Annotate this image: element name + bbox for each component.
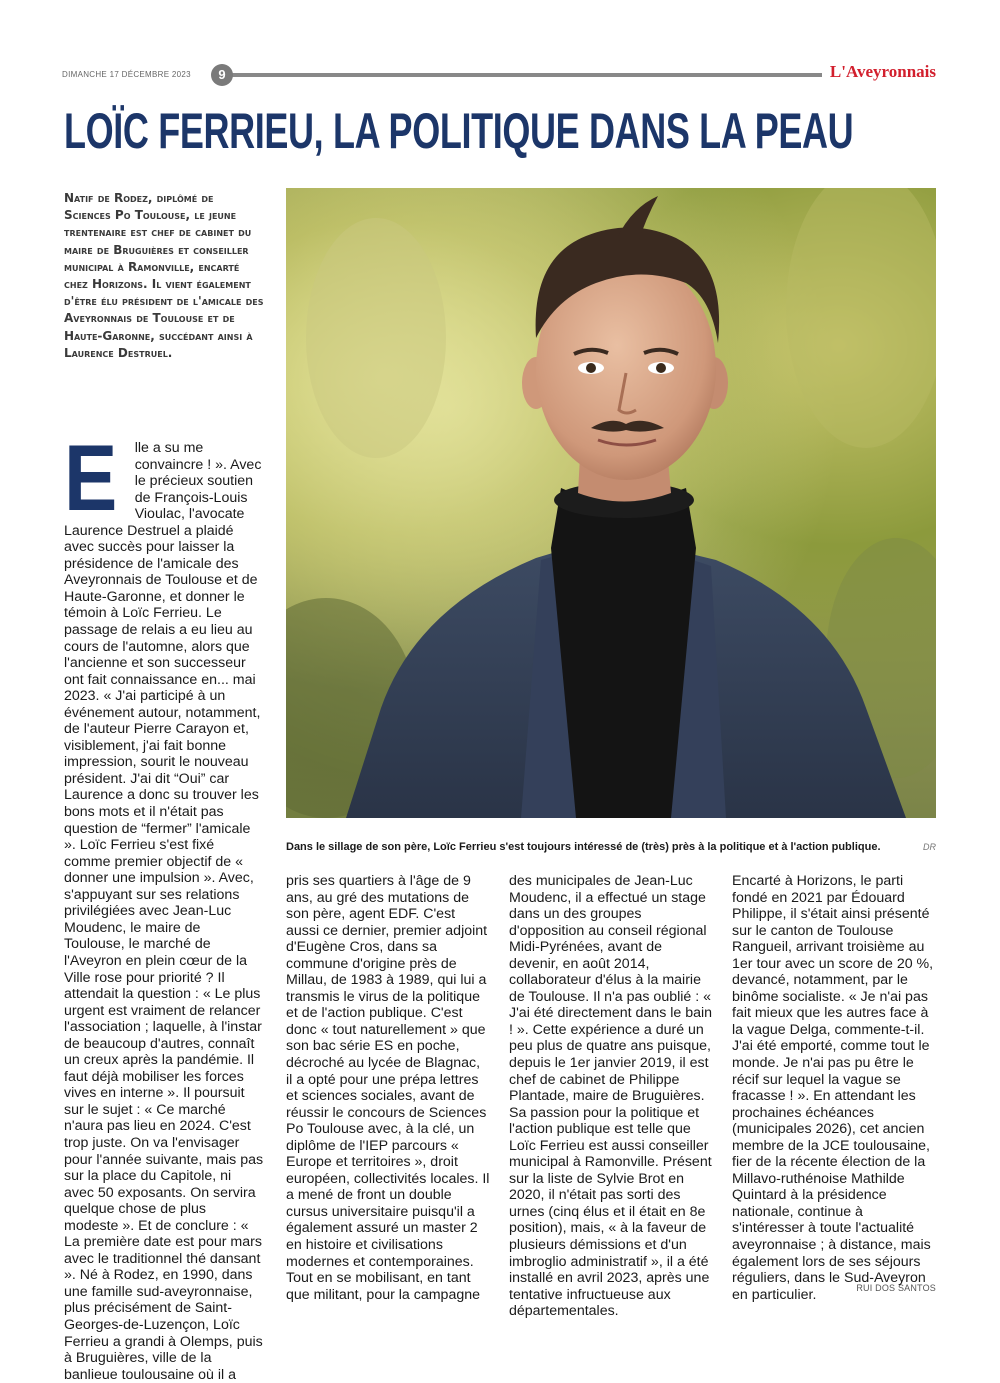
article-column-4 xyxy=(732,873,936,1303)
page-number: 9 xyxy=(211,64,233,86)
edition-date: DIMANCHE 17 DÉCEMBRE 2023 xyxy=(62,70,191,79)
photo-caption xyxy=(286,840,936,854)
header-rule xyxy=(232,73,822,77)
column-text: Encarté à Horizons, le parti fondé en 2021 par Édouard Philippe, il s'était ainsi présenté sur le canton de Toulouse Rangueil, arrivant troisième au 1er tour avec un score de 20 %, devancé, notamment, par le binôme socialiste. « Je n'ai pas fait mieux que les autres face à la vague Delga, commente-t-il. J'ai été emporté, comme tout le monde. Je n'ai pas pu être le récif sur lequel la vague se fracasse ! ». En attendant les prochaines échéances (municipales 2026), cet ancien membre de la JCE toulousaine, fier de la récente élection de la Millavo-ruthénoise Mathilde Quintard à la présidence nationale, continue à s'intéresser à toute l'actualité aveyronnaise ; à distance, mais également lors de ses séjours réguliers, dans le Sud-Aveyron en particulier. xyxy=(732,873,934,1303)
article-column-2 xyxy=(286,873,490,1303)
article-column-1 xyxy=(64,425,264,1383)
article-lead: Natif de Rodez, diplômé de Sciences Po Toulouse, le jeune trentenaire est chef de cabinet du maire de Bruguières et conseiller municipal à Ramonville, encarté chez Horizons. Il vient également d'être élu président de l'amicale des Aveyronnais de Toulouse et de Haute-Garonne, succédant ainsi à Laurence Destruel. xyxy=(64,191,264,360)
portrait-illustration xyxy=(286,188,936,818)
article-title: LOÏC FERRIEU, LA POLITIQUE DANS LA PEAU xyxy=(64,103,854,159)
author-signature: RUI DOS SANTOS xyxy=(856,1283,936,1293)
photo-caption-text: Dans le sillage de son père, Loïc Ferrieu s'est toujours intéressé de (très) près à la politique et à l'action publique. xyxy=(286,841,881,853)
column-text: lle a su me convaincre ! ». Avec le précieux soutien de François-Louis Vioulac, l'avocate Laurence Destruel a plaidé avec succès pour laisser la présidence de l'amicale des Aveyronnais de Toulouse et de Haute-Garonne, et donner le témoin à Loïc Ferrieu. Le passage de relais a eu lieu au cours de l'automne, alors que l'ancienne et son successeur ont fait connaissance en... mai 2023. « J'ai participé à un événement autour, notamment, de l'auteur Pierre Carayon et, visiblement, j'ai fait bonne impression, sourit le nouveau président. J'ai dit “Oui” car Laurence a donc su trouver les bons mots et il n'était pas question de “fermer” l'amicale ». Loïc Ferrieu s'est fixé comme premier objectif de « donner une impulsion ». Avec, s'appuyant sur ses relations privilégiées avec Jean-Luc Moudenc, le maire de Toulouse, le marché de l'Aveyron en plein cœur de la Ville rose pour priorité ? Il attendait la question : « Le plus urgent est vraiment de relancer l'association ; laquelle, à l'instar de beaucoup d'autres, connaît un creux après la pandémie. Il faut déjà mobiliser les forces vives en interne ». Il poursuit sur le sujet : « Ce marché n'aura pas lieu en 2024. C'est trop juste. On va l'envisager pour l'année suivante, mais pas sur la place du Capitole, ni avec 50 exposants. On servira quelque chose de plus modeste ». Et de conclure : « La première date est pour mars avec le traditionnel thé dansant ». Né à Rodez, en 1990, dans une famille sud-aveyronnaise, plus précisément de Saint-Georges-de-Luzençon, Loïc Ferrieu a grandi à Olemps, puis à Bruguières, ville de la banlieue toulousaine où il a xyxy=(64,440,264,1383)
newspaper-logo: L'Aveyronnais xyxy=(829,62,936,81)
article-column-3 xyxy=(509,873,713,1320)
photo-credit: DR xyxy=(923,842,936,852)
column-text: pris ses quartiers à l'âge de 9 ans, au gré des mutations de son père, agent EDF. C'est aussi ce dernier, premier adjoint d'Eugène Cros, dans sa commune d'origine près de Millau, de 1983 à 1989, qui lui a transmis le virus de la politique et de l'action publique. C'est donc « tout naturellement » que son bac série ES en poche, décroché au lycée de Blagnac, il a opté pour une prépa lettres et sciences sociales, avant de réussir le concours de Sciences Po Toulouse avec, à la clé, un diplôme de l'IEP parcours « Europe et territoires », droit européen, collectivités locales. Il a mené de front un double cursus universitaire puisqu'il a également assuré un master 2 en histoire et civilisations modernes et contemporaines. Tout en se mobilisant, en tant que militant, pour la campagne xyxy=(286,873,490,1303)
portrait-photo xyxy=(286,188,936,818)
column-text: des municipales de Jean-Luc Moudenc, il a effectué un stage dans un des groupes d'opposition au conseil régional Midi-Pyrénées, avant de devenir, en août 2014, collaborateur d'élus à la mairie de Toulouse. Il n'a pas oublié : « J'ai été directement dans le bain ! ». Cette expérience a duré un peu plus de quatre ans puisque, depuis le 1er janvier 2019, il est chef de cabinet de Philippe Plantade, maire de Bruguières. Sa passion pour la politique et l'action publique est telle que Loïc Ferrieu est aussi conseiller municipal à Ramonville. Présent sur la liste de Sylvie Brot en 2020, il n'était pas sorti des urnes (cinq élus et il était en 8e position), mais, « à la faveur de plusieurs démissions et d'un imbroglio administratif », il a été installé en avril 2023, après une tentative infructueuse aux départementales. xyxy=(509,873,713,1320)
drop-cap: E xyxy=(64,425,118,530)
